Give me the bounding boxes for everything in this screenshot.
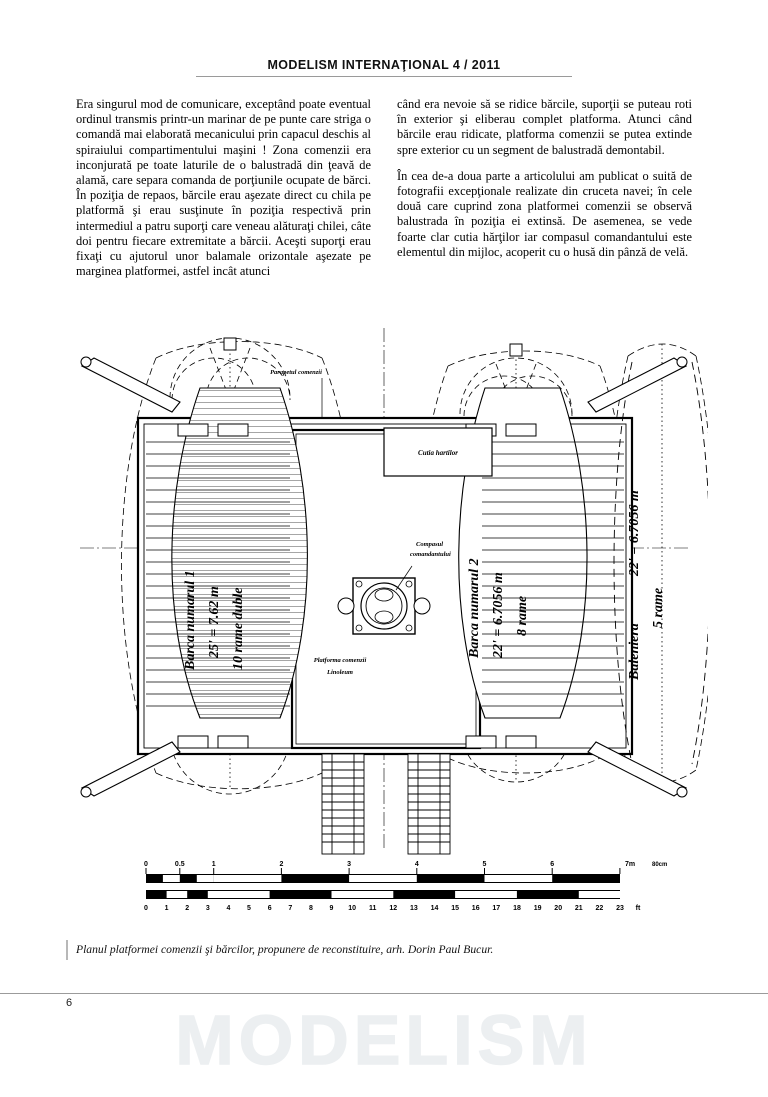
scale-feet-tick: 2 <box>185 905 190 912</box>
boat-1-oars: 10 rame duble <box>231 587 246 670</box>
scale-feet-tick: 23 <box>616 905 624 912</box>
technical-drawing <box>60 318 708 928</box>
scale-feet-tick: 0 <box>144 905 148 912</box>
scale-feet-tick: 8 <box>308 905 313 912</box>
scale-feet-tick: 18 <box>513 905 521 912</box>
scale-feet-tick: 6 <box>267 905 272 912</box>
scale-metric-unit: 7m <box>625 861 636 868</box>
scale-metric-tick: 3 <box>347 861 352 868</box>
running-head <box>0 56 768 74</box>
scale-feet-tick: 1 <box>164 905 169 912</box>
scale-metric-tick: 4 <box>414 861 419 868</box>
scale-feet-tick: 13 <box>410 905 418 912</box>
platform-label-line1: Platforma comenzii <box>313 657 367 664</box>
scale-bar-feet <box>144 890 641 912</box>
ladder-right <box>408 754 450 854</box>
compass-label-line2: comandantului <box>410 551 451 558</box>
scale-feet-tick: 17 <box>492 905 501 912</box>
chart-box-label: Cutia hartilor <box>418 449 458 457</box>
figure-caption: Planul platformei comenzii şi bărcilor, propunere de reconstituire, arh. Dorin Paul Bucur. <box>76 943 494 956</box>
scale-feet-tick: 20 <box>554 905 563 912</box>
boat-1-length: 25' = 7.62 m <box>207 586 222 658</box>
scale-feet-unit: ft <box>635 905 641 912</box>
scale-metric-tick: 2 <box>279 861 284 868</box>
scale-metric-tick: 0.5 <box>174 861 185 868</box>
scale-feet-tick: 19 <box>533 905 542 912</box>
compass-label-line1: Compasul <box>416 541 444 548</box>
platform-label-line2: Linoleum <box>326 669 354 676</box>
paragraph: Era singurul mod de comunicare, exceptând poate eventual ordinul transmis printr-un marinar de pe punte care striga o comandă mai elaborată mecanicului prin capacul deschis al spiraiului compartimentului maşini ! Zona comenzii era inconjurată pe toate laturile de o balustradă din ţeavă de alamă, care separa comanda de porţiunile ocupate de bărci. În poziţia de repaos, bărcile erau aşezate direct cu chila pe platformă şi erau susţinute în poziţia respectivă prin intermediul a patru suporţi care veneau alăturaţi chilei, câte doi pentru fiecare extremitate a bărcii. Aceşti suporţi erau fixaţi cu ajutorul unor balamale orizontale aşezate pe marginea platformei, astfel incât atunci <box>76 97 371 279</box>
scale-bars <box>144 861 667 912</box>
scale-feet-tick: 4 <box>226 905 231 912</box>
scale-feet-tick: 3 <box>205 905 210 912</box>
scale-metric-tick: 1 <box>211 861 216 868</box>
boat-2-length: 22' = 6.7056 m <box>491 572 506 658</box>
scale-metric-extra: 80cm <box>652 862 668 868</box>
scale-feet-tick: 11 <box>368 905 377 912</box>
boat-2-oars: 8 rame <box>515 595 530 636</box>
whaler-length: 22' = 6.7056 m <box>627 490 642 576</box>
scale-feet-tick: 9 <box>329 905 334 912</box>
scale-metric-tick: 0 <box>144 861 148 868</box>
ladder-left <box>322 754 364 854</box>
scale-feet-tick: 22 <box>595 905 604 912</box>
scale-feet-tick: 10 <box>348 905 356 912</box>
page-watermark: MODELISM <box>175 1001 593 1079</box>
running-head-rule <box>196 76 572 77</box>
scale-feet-tick: 5 <box>247 905 251 912</box>
scale-feet-tick: 15 <box>451 905 459 912</box>
whaler-oars: 5 rame <box>651 587 666 628</box>
parapet-label: Parapetul comenzii <box>270 369 322 376</box>
running-head-text: MODELISM INTERNAŢIONAL 4 / 2011 <box>267 58 501 72</box>
scale-feet-tick: 21 <box>574 905 583 912</box>
caption-rule <box>66 940 68 960</box>
scale-feet-tick: 7 <box>288 905 293 912</box>
footer-rule <box>0 993 768 994</box>
scale-feet-tick: 16 <box>471 905 480 912</box>
paragraph: În cea de-a doua parte a articolului am publicat o suită de fotografii excepţionale realizate din cruceta navei; în cele două care cuprind zona platformei comenzii se observă balustrada în poziţia ei extinsă. De asemenea, se vede foarte clar cutia hărţilor iar compasul comandantului este elementul din mijloc, acoperit cu o husă din pânză de velă. <box>397 168 692 259</box>
body-column-right <box>397 97 692 271</box>
boat-1-name: Barca numarul 1 <box>183 570 198 670</box>
scale-feet-tick: 12 <box>389 905 398 912</box>
body-column-left <box>76 97 371 290</box>
scale-metric-tick: 5 <box>482 861 487 868</box>
boat-2-name: Barca numarul 2 <box>467 558 482 658</box>
scale-bar-metric <box>144 861 667 883</box>
whaler-name: Baleniera <box>627 623 642 680</box>
page-number: 6 <box>66 997 73 1009</box>
scale-feet-tick: 14 <box>430 905 439 912</box>
scale-metric-tick: 6 <box>550 861 555 868</box>
davit-head <box>224 338 522 356</box>
paragraph: când era nevoie să se ridice bărcile, suporţii se puteau roti în exterior şi eliberau complet platforma. Atunci când bărcile erau ridicate, platforma comenzii se putea extinde spre exterior cu un segment de balustradă demontabil. <box>397 97 692 157</box>
